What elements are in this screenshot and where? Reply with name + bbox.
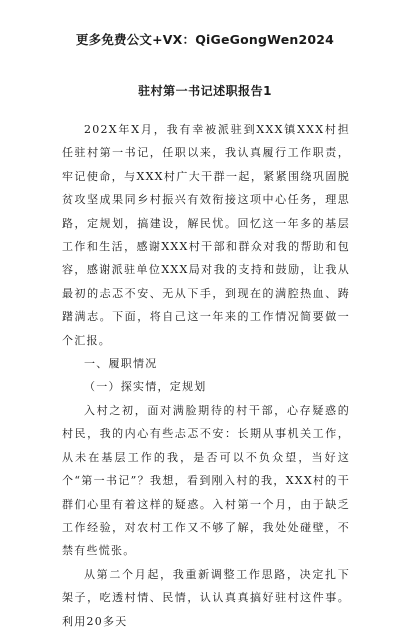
document-body	[62, 118, 350, 633]
section-heading: 一、履职情况	[84, 357, 158, 371]
promo-banner: 更多免费公文+VX：QiGeGongWen2024	[75, 32, 335, 47]
body-paragraph: 入村之初，面对满脸期待的村干部，心存疑惑的村民，我的内心有些忐忑不安：长期从事机关工作，从未在基层工作的我，是否可以不负众望，当好这个“第一书记”？我想，看到刚入村的我，XXX村的干群们心里有着这样的疑惑。入村第一个月，由于缺乏工作经验，对农村工作又不够了解，我处处碰壁，不禁有些慌张。	[62, 403, 350, 558]
document-title: 驻村第一书记述职报告1	[138, 84, 272, 98]
subsection-heading: （一）探实情，定规划	[84, 380, 207, 394]
body-paragraph: 从第二个月起，我重新调整工作思路，决定扎下架子，吃透村情、民情，认认真真搞好驻村这件事。利用20多天	[62, 567, 350, 628]
intro-paragraph: 202X年X月，我有幸被派驻到XXX镇XXX村担任驻村第一书记，任职以来，我认真履行工作职责，牢记使命，与XXX村广大干群一起，紧紧围绕巩固脱贫攻坚成果同乡村振兴有效衔接这项中心任务，理思路，定规划，搞建设，解民忧。回忆这一年多的基层工作和生活，感谢XXX村干部和群众对我的帮助和包容，感谢派驻单位XXX局对我的支持和鼓励，让我从最初的忐忑不安、无从下手，到现在的满腔热血、踌躇满志。下面，将自己这一年来的工作情况简要做一个汇报。	[62, 123, 350, 347]
